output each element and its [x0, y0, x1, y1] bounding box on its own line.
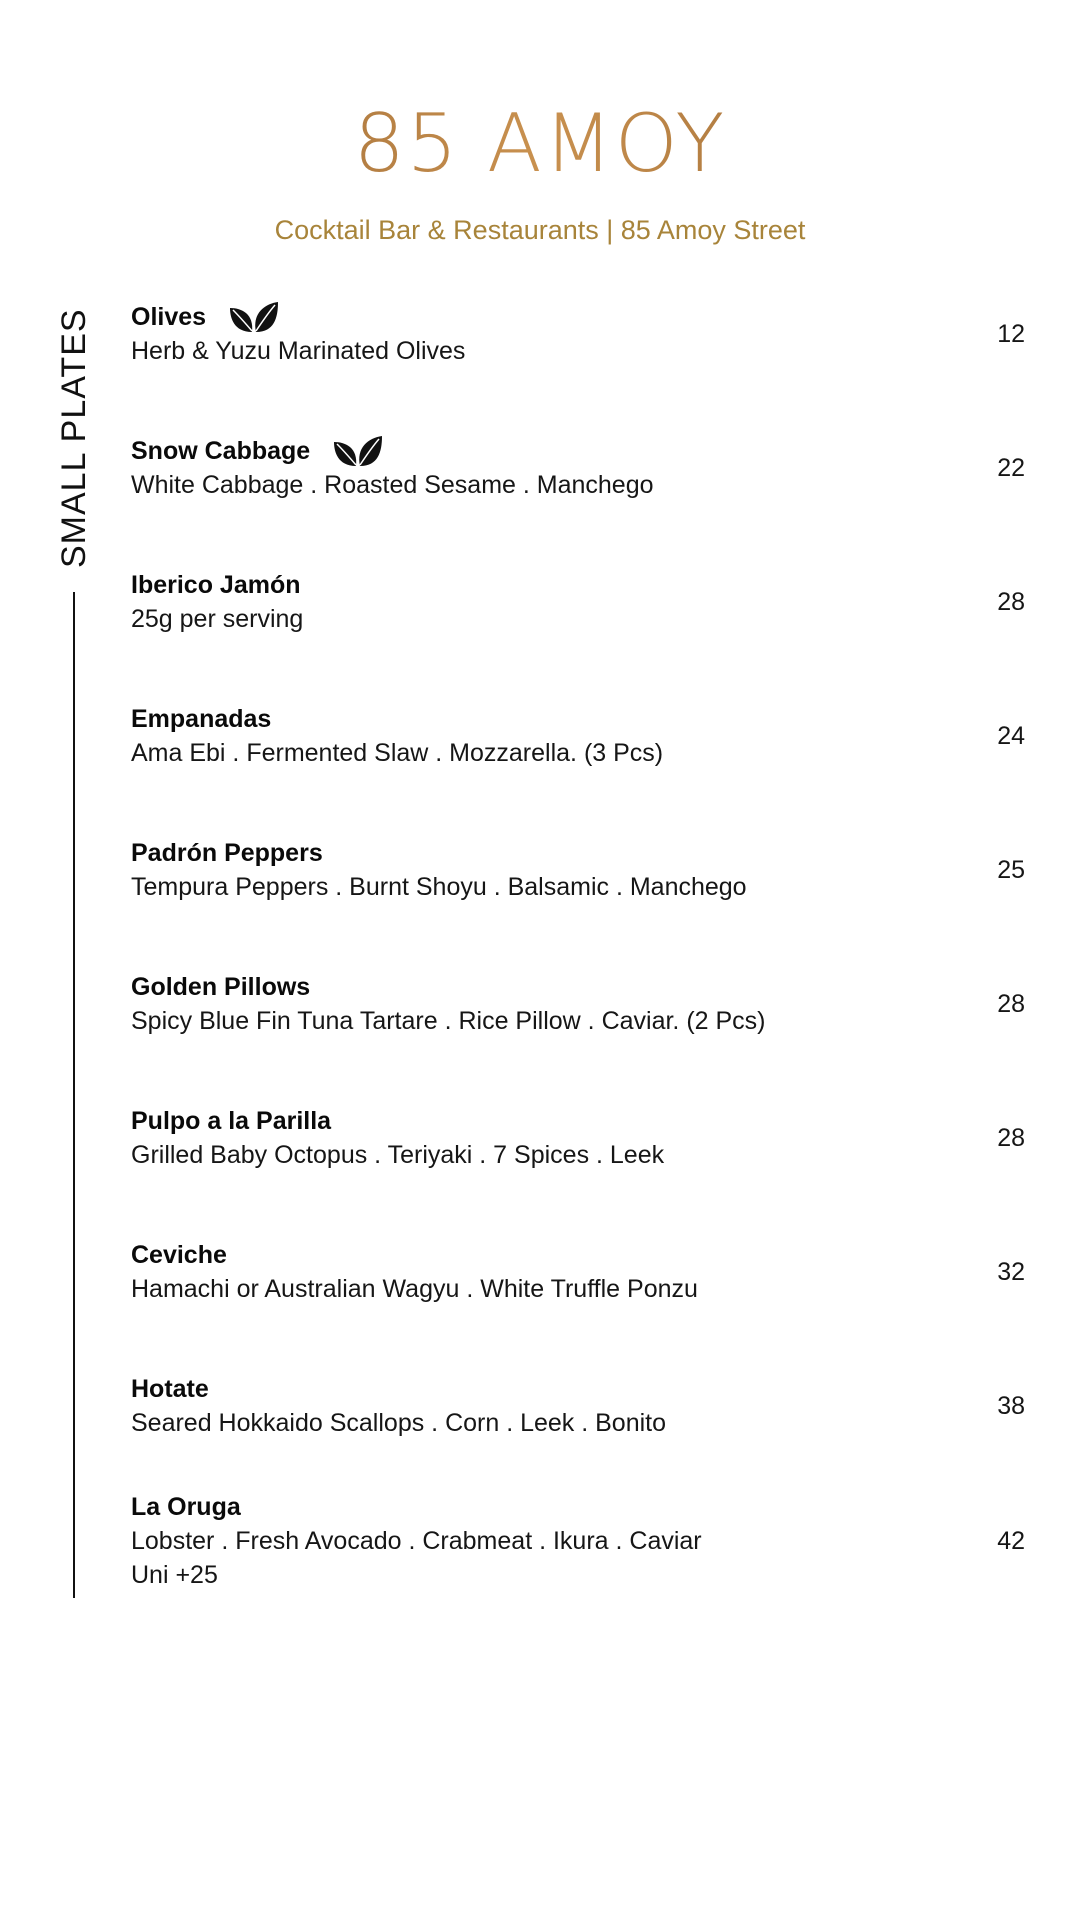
- menu-item-iberico-jamon: [131, 568, 1031, 636]
- menu-item-pulpo-a-la-parilla: [131, 1104, 1031, 1172]
- item-name: Golden Pillows: [131, 973, 311, 1001]
- menu-item-padron-peppers: [131, 836, 1031, 904]
- brand-title: 85 AMOY: [0, 96, 1080, 192]
- item-price: 38: [997, 1392, 1025, 1420]
- item-description: Grilled Baby Octopus . Teriyaki . 7 Spices . Leek: [131, 1141, 665, 1169]
- item-description: 25g per serving: [131, 605, 304, 633]
- section-divider-line: [73, 592, 75, 1598]
- item-price: 25: [997, 856, 1025, 884]
- item-name: Ceviche: [131, 1241, 227, 1269]
- item-description: Seared Hokkaido Scallops . Corn . Leek . Bonito: [131, 1409, 667, 1437]
- item-description: Lobster . Fresh Avocado . Crabmeat . Ikura . Caviar: [131, 1527, 702, 1555]
- item-description: White Cabbage . Roasted Sesame . Manchego: [131, 471, 654, 499]
- item-price: 28: [997, 990, 1025, 1018]
- item-name: La Oruga: [131, 1493, 241, 1521]
- item-description: Tempura Peppers . Burnt Shoyu . Balsamic . Manchego: [131, 873, 747, 901]
- item-description: Herb & Yuzu Marinated Olives: [131, 337, 466, 365]
- item-extra-option: Uni +25: [131, 1561, 218, 1589]
- item-name: Hotate: [131, 1375, 209, 1403]
- item-price: 12: [997, 320, 1025, 348]
- item-name: Empanadas: [131, 705, 272, 733]
- leaf-icon: [332, 434, 384, 468]
- item-price: 22: [997, 454, 1025, 482]
- item-description: Hamachi or Australian Wagyu . White Truffle Ponzu: [131, 1275, 698, 1303]
- menu-item-empanadas: [131, 702, 1031, 770]
- menu-item-ceviche: [131, 1238, 1031, 1306]
- item-price: 28: [997, 1124, 1025, 1152]
- item-name: Padrón Peppers: [131, 839, 323, 867]
- item-price: 28: [997, 588, 1025, 616]
- restaurant-subtitle: Cocktail Bar & Restaurants | 85 Amoy Street: [274, 215, 806, 245]
- item-name: Snow Cabbage: [131, 437, 311, 465]
- item-name: Olives: [131, 303, 207, 331]
- menu-item-olives: [131, 300, 1031, 368]
- menu-item-snow-cabbage: [131, 434, 1031, 502]
- item-description: Spicy Blue Fin Tuna Tartare . Rice Pillow . Caviar. (2 Pcs): [131, 1007, 766, 1035]
- item-name: Iberico Jamón: [131, 571, 301, 599]
- item-price: 42: [997, 1527, 1025, 1555]
- item-price: 32: [997, 1258, 1025, 1286]
- menu-item-la-oruga: [131, 1490, 1031, 1592]
- menu-item-hotate: [131, 1372, 1031, 1440]
- section-label-small-plates: SMALL PLATES: [55, 308, 93, 568]
- item-price: 24: [997, 722, 1025, 750]
- item-description: Ama Ebi . Fermented Slaw . Mozzarella. (3 Pcs): [131, 739, 664, 767]
- menu-item-golden-pillows: [131, 970, 1031, 1038]
- item-name: Pulpo a la Parilla: [131, 1107, 332, 1135]
- leaf-icon: [228, 300, 280, 334]
